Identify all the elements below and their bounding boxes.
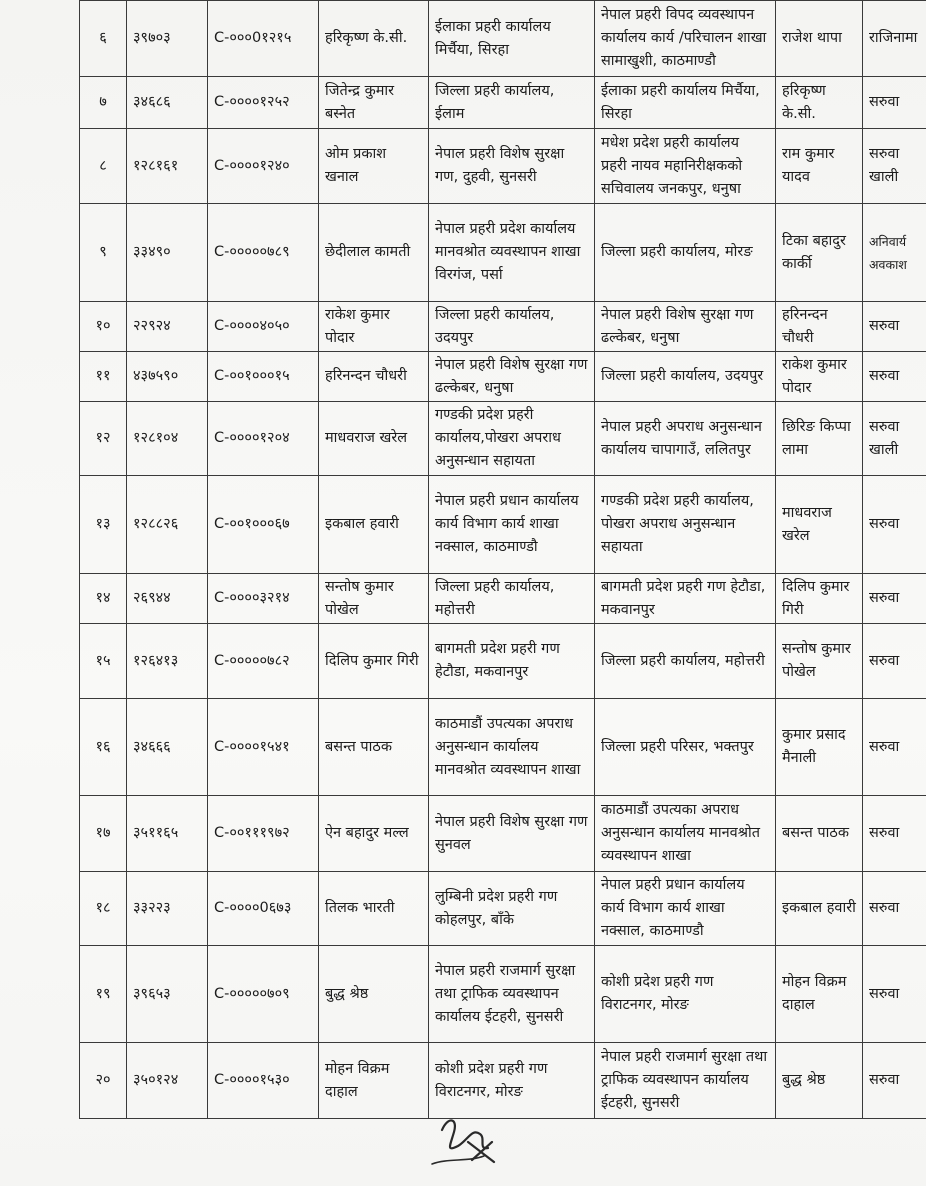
remarks-cell: सरुवा xyxy=(863,624,926,699)
employee-name-cell: दिलिप कुमार गिरी xyxy=(319,624,429,699)
table-row xyxy=(80,402,926,476)
id-number-cell: १२६४१३ xyxy=(127,624,208,699)
employee-name-cell: बसन्त पाठक xyxy=(319,699,429,796)
replacement-cell: राम कुमार यादव xyxy=(776,129,863,204)
replacement-cell: टिका बहादुर कार्की xyxy=(776,204,863,302)
serial-number-cell: १३ xyxy=(80,476,127,574)
transfer-table xyxy=(79,0,926,1119)
serial-number-cell: १५ xyxy=(80,624,127,699)
serial-number-cell: १७ xyxy=(80,796,127,872)
signature-mark xyxy=(428,1112,508,1168)
to-office-cell: मधेश प्रदेश प्रहरी कार्यालय प्रहरी नायव महानिरीक्षकको सचिवालय जनकपुर, धनुषा xyxy=(595,129,776,204)
code-cell: C-००००४०५० xyxy=(208,302,319,352)
id-number-cell: १२८१०४ xyxy=(127,402,208,476)
from-office-cell: गण्डकी प्रदेश प्रहरी कार्यालय,पोखरा अपराध अनुसन्धान सहायता xyxy=(429,402,595,476)
code-cell: C-००००१५३० xyxy=(208,1043,319,1119)
from-office-cell: जिल्ला प्रहरी कार्यालय, महोत्तरी xyxy=(429,574,595,624)
employee-name-cell: माधवराज खरेल xyxy=(319,402,429,476)
remarks-cell: राजिनामा xyxy=(863,1,926,77)
code-cell: C-००१०००१५ xyxy=(208,352,319,402)
replacement-cell: सन्तोष कुमार पोखेल xyxy=(776,624,863,699)
serial-number-cell: १४ xyxy=(80,574,127,624)
employee-name-cell: सन्तोष कुमार पोखेल xyxy=(319,574,429,624)
id-number-cell: १२८८२६ xyxy=(127,476,208,574)
from-office-cell: नेपाल प्रहरी विशेष सुरक्षा गण, दुहवी, सुनसरी xyxy=(429,129,595,204)
from-office-cell: नेपाल प्रहरी राजमार्ग सुरक्षा तथा ट्राफिक व्यवस्थापन कार्यालय ईटहरी, सुनसरी xyxy=(429,946,595,1043)
from-office-cell: लुम्बिनी प्रदेश प्रहरी गण कोहलपुर, बाँके xyxy=(429,872,595,946)
replacement-cell: माधवराज खरेल xyxy=(776,476,863,574)
to-office-cell: गण्डकी प्रदेश प्रहरी कार्यालय, पोखरा अपराध अनुसन्धान सहायता xyxy=(595,476,776,574)
table-row xyxy=(80,946,926,1043)
code-cell: C-००००१५४१ xyxy=(208,699,319,796)
employee-name-cell: हरिकृष्ण के.सी. xyxy=(319,1,429,77)
from-office-cell: जिल्ला प्रहरी कार्यालय, ईलाम xyxy=(429,77,595,129)
code-cell: C-००००१२५२ xyxy=(208,77,319,129)
replacement-cell: इकबाल हवारी xyxy=(776,872,863,946)
to-office-cell: नेपाल प्रहरी प्रधान कार्यालय कार्य विभाग कार्य शाखा नक्साल, काठमाण्डौ xyxy=(595,872,776,946)
to-office-cell: जिल्ला प्रहरी कार्यालय, मोरङ xyxy=(595,204,776,302)
to-office-cell: नेपाल प्रहरी अपराध अनुसन्धान कार्यालय चापागाउँ, ललितपुर xyxy=(595,402,776,476)
remarks-cell: सरुवा xyxy=(863,574,926,624)
id-number-cell: २२९२४ xyxy=(127,302,208,352)
replacement-cell: राजेश थापा xyxy=(776,1,863,77)
from-office-cell: नेपाल प्रहरी प्रदेश कार्यालय मानवश्रोत व्यवस्थापन शाखा विरगंज, पर्सा xyxy=(429,204,595,302)
to-office-cell: नेपाल प्रहरी विशेष सुरक्षा गण ढल्केबर, धनुषा xyxy=(595,302,776,352)
remarks-cell: सरुवा xyxy=(863,1043,926,1119)
table-row xyxy=(80,476,926,574)
to-office-cell: जिल्ला प्रहरी परिसर, भक्तपुर xyxy=(595,699,776,796)
remarks-cell: सरुवा xyxy=(863,476,926,574)
table-row xyxy=(80,574,926,624)
replacement-cell: हरिनन्दन चौधरी xyxy=(776,302,863,352)
from-office-cell: बागमती प्रदेश प्रहरी गण हेटौडा, मकवानपुर xyxy=(429,624,595,699)
serial-number-cell: ६ xyxy=(80,1,127,77)
replacement-cell: राकेश कुमार पोदार xyxy=(776,352,863,402)
id-number-cell: २६९४४ xyxy=(127,574,208,624)
id-number-cell: ३९६५३ xyxy=(127,946,208,1043)
employee-name-cell: बुद्ध श्रेष्ठ xyxy=(319,946,429,1043)
serial-number-cell: ७ xyxy=(80,77,127,129)
code-cell: C-००१०००६७ xyxy=(208,476,319,574)
employee-name-cell: ऐन बहादुर मल्ल xyxy=(319,796,429,872)
employee-name-cell: मोहन विक्रम दाहाल xyxy=(319,1043,429,1119)
from-office-cell: नेपाल प्रहरी विशेष सुरक्षा गण सुनवल xyxy=(429,796,595,872)
id-number-cell: १२८१६१ xyxy=(127,129,208,204)
serial-number-cell: ८ xyxy=(80,129,127,204)
code-cell: C-०००००७८२ xyxy=(208,624,319,699)
employee-name-cell: जितेन्द्र कुमार बस्नेत xyxy=(319,77,429,129)
table-row xyxy=(80,1,926,77)
replacement-cell: बसन्त पाठक xyxy=(776,796,863,872)
remarks-cell: अनिवार्य अवकाश xyxy=(863,204,926,302)
remarks-cell: सरुवा खाली xyxy=(863,129,926,204)
serial-number-cell: १० xyxy=(80,302,127,352)
to-office-cell: ईलाका प्रहरी कार्यालय मिर्चैया, सिरहा xyxy=(595,77,776,129)
id-number-cell: ३९७०३ xyxy=(127,1,208,77)
table-row xyxy=(80,699,926,796)
serial-number-cell: २० xyxy=(80,1043,127,1119)
to-office-cell: नेपाल प्रहरी राजमार्ग सुरक्षा तथा ट्राफिक व्यवस्थापन कार्यालय ईटहरी, सुनसरी xyxy=(595,1043,776,1119)
to-office-cell: नेपाल प्रहरी विपद व्यवस्थापन कार्यालय कार्य /परिचालन शाखा सामाखुशी, काठमाण्डौ xyxy=(595,1,776,77)
serial-number-cell: ९ xyxy=(80,204,127,302)
id-number-cell: ३४६६६ xyxy=(127,699,208,796)
code-cell: C-००००0६७३ xyxy=(208,872,319,946)
employee-name-cell: ओम प्रकाश खनाल xyxy=(319,129,429,204)
to-office-cell: बागमती प्रदेश प्रहरी गण हेटौडा, मकवानपुर xyxy=(595,574,776,624)
to-office-cell: जिल्ला प्रहरी कार्यालय, महोत्तरी xyxy=(595,624,776,699)
code-cell: C-०००0१२१५ xyxy=(208,1,319,77)
remarks-cell: सरुवा खाली xyxy=(863,402,926,476)
table-row xyxy=(80,302,926,352)
id-number-cell: ३३४९० xyxy=(127,204,208,302)
remarks-cell: सरुवा xyxy=(863,872,926,946)
remarks-cell: सरुवा xyxy=(863,352,926,402)
replacement-cell: बुद्ध श्रेष्ठ xyxy=(776,1043,863,1119)
from-office-cell: कोशी प्रदेश प्रहरी गण विराटनगर, मोरङ xyxy=(429,1043,595,1119)
code-cell: C-००००३२१४ xyxy=(208,574,319,624)
remarks-cell: सरुवा xyxy=(863,796,926,872)
serial-number-cell: १८ xyxy=(80,872,127,946)
replacement-cell: मोहन विक्रम दाहाल xyxy=(776,946,863,1043)
employee-name-cell: इकबाल हवारी xyxy=(319,476,429,574)
code-cell: C-०००००७०९ xyxy=(208,946,319,1043)
code-cell: C-००००१२०४ xyxy=(208,402,319,476)
to-office-cell: कोशी प्रदेश प्रहरी गण विराटनगर, मोरङ xyxy=(595,946,776,1043)
serial-number-cell: १९ xyxy=(80,946,127,1043)
employee-name-cell: तिलक भारती xyxy=(319,872,429,946)
table-row xyxy=(80,624,926,699)
replacement-cell: दिलिप कुमार गिरी xyxy=(776,574,863,624)
table-row xyxy=(80,129,926,204)
table-row xyxy=(80,204,926,302)
from-office-cell: नेपाल प्रहरी विशेष सुरक्षा गण ढल्केबर, धनुषा xyxy=(429,352,595,402)
table-row xyxy=(80,352,926,402)
from-office-cell: नेपाल प्रहरी प्रधान कार्यालय कार्य विभाग कार्य शाखा नक्साल, काठमाण्डौ xyxy=(429,476,595,574)
id-number-cell: ३३२२३ xyxy=(127,872,208,946)
to-office-cell: जिल्ला प्रहरी कार्यालय, उदयपुर xyxy=(595,352,776,402)
from-office-cell: जिल्ला प्रहरी कार्यालय, उदयपुर xyxy=(429,302,595,352)
code-cell: C-००००१२४० xyxy=(208,129,319,204)
replacement-cell: छिरिङ किप्पा लामा xyxy=(776,402,863,476)
employee-name-cell: राकेश कुमार पोदार xyxy=(319,302,429,352)
id-number-cell: ३४६८६ xyxy=(127,77,208,129)
remarks-cell: सरुवा xyxy=(863,699,926,796)
remarks-cell: सरुवा xyxy=(863,946,926,1043)
to-office-cell: काठमाडौं उपत्यका अपराध अनुसन्धान कार्यालय मानवश्रोत व्यवस्थापन शाखा xyxy=(595,796,776,872)
serial-number-cell: १६ xyxy=(80,699,127,796)
replacement-cell: हरिकृष्ण के.सी. xyxy=(776,77,863,129)
remarks-cell: सरुवा xyxy=(863,77,926,129)
code-cell: C-००१११९७२ xyxy=(208,796,319,872)
id-number-cell: ४३७५९० xyxy=(127,352,208,402)
remarks-cell: सरुवा xyxy=(863,302,926,352)
table-row xyxy=(80,872,926,946)
employee-name-cell: हरिनन्दन चौधरी xyxy=(319,352,429,402)
serial-number-cell: ११ xyxy=(80,352,127,402)
serial-number-cell: १२ xyxy=(80,402,127,476)
from-office-cell: ईलाका प्रहरी कार्यालय मिर्चैया, सिरहा xyxy=(429,1,595,77)
replacement-cell: कुमार प्रसाद मैनाली xyxy=(776,699,863,796)
from-office-cell: काठमाडौं उपत्यका अपराध अनुसन्धान कार्यालय मानवश्रोत व्यवस्थापन शाखा xyxy=(429,699,595,796)
id-number-cell: ३५११६५ xyxy=(127,796,208,872)
id-number-cell: ३५०१२४ xyxy=(127,1043,208,1119)
employee-name-cell: छेदीलाल कामती xyxy=(319,204,429,302)
table-row xyxy=(80,1043,926,1119)
table-row xyxy=(80,77,926,129)
code-cell: C-०००००७८९ xyxy=(208,204,319,302)
table-row xyxy=(80,796,926,872)
